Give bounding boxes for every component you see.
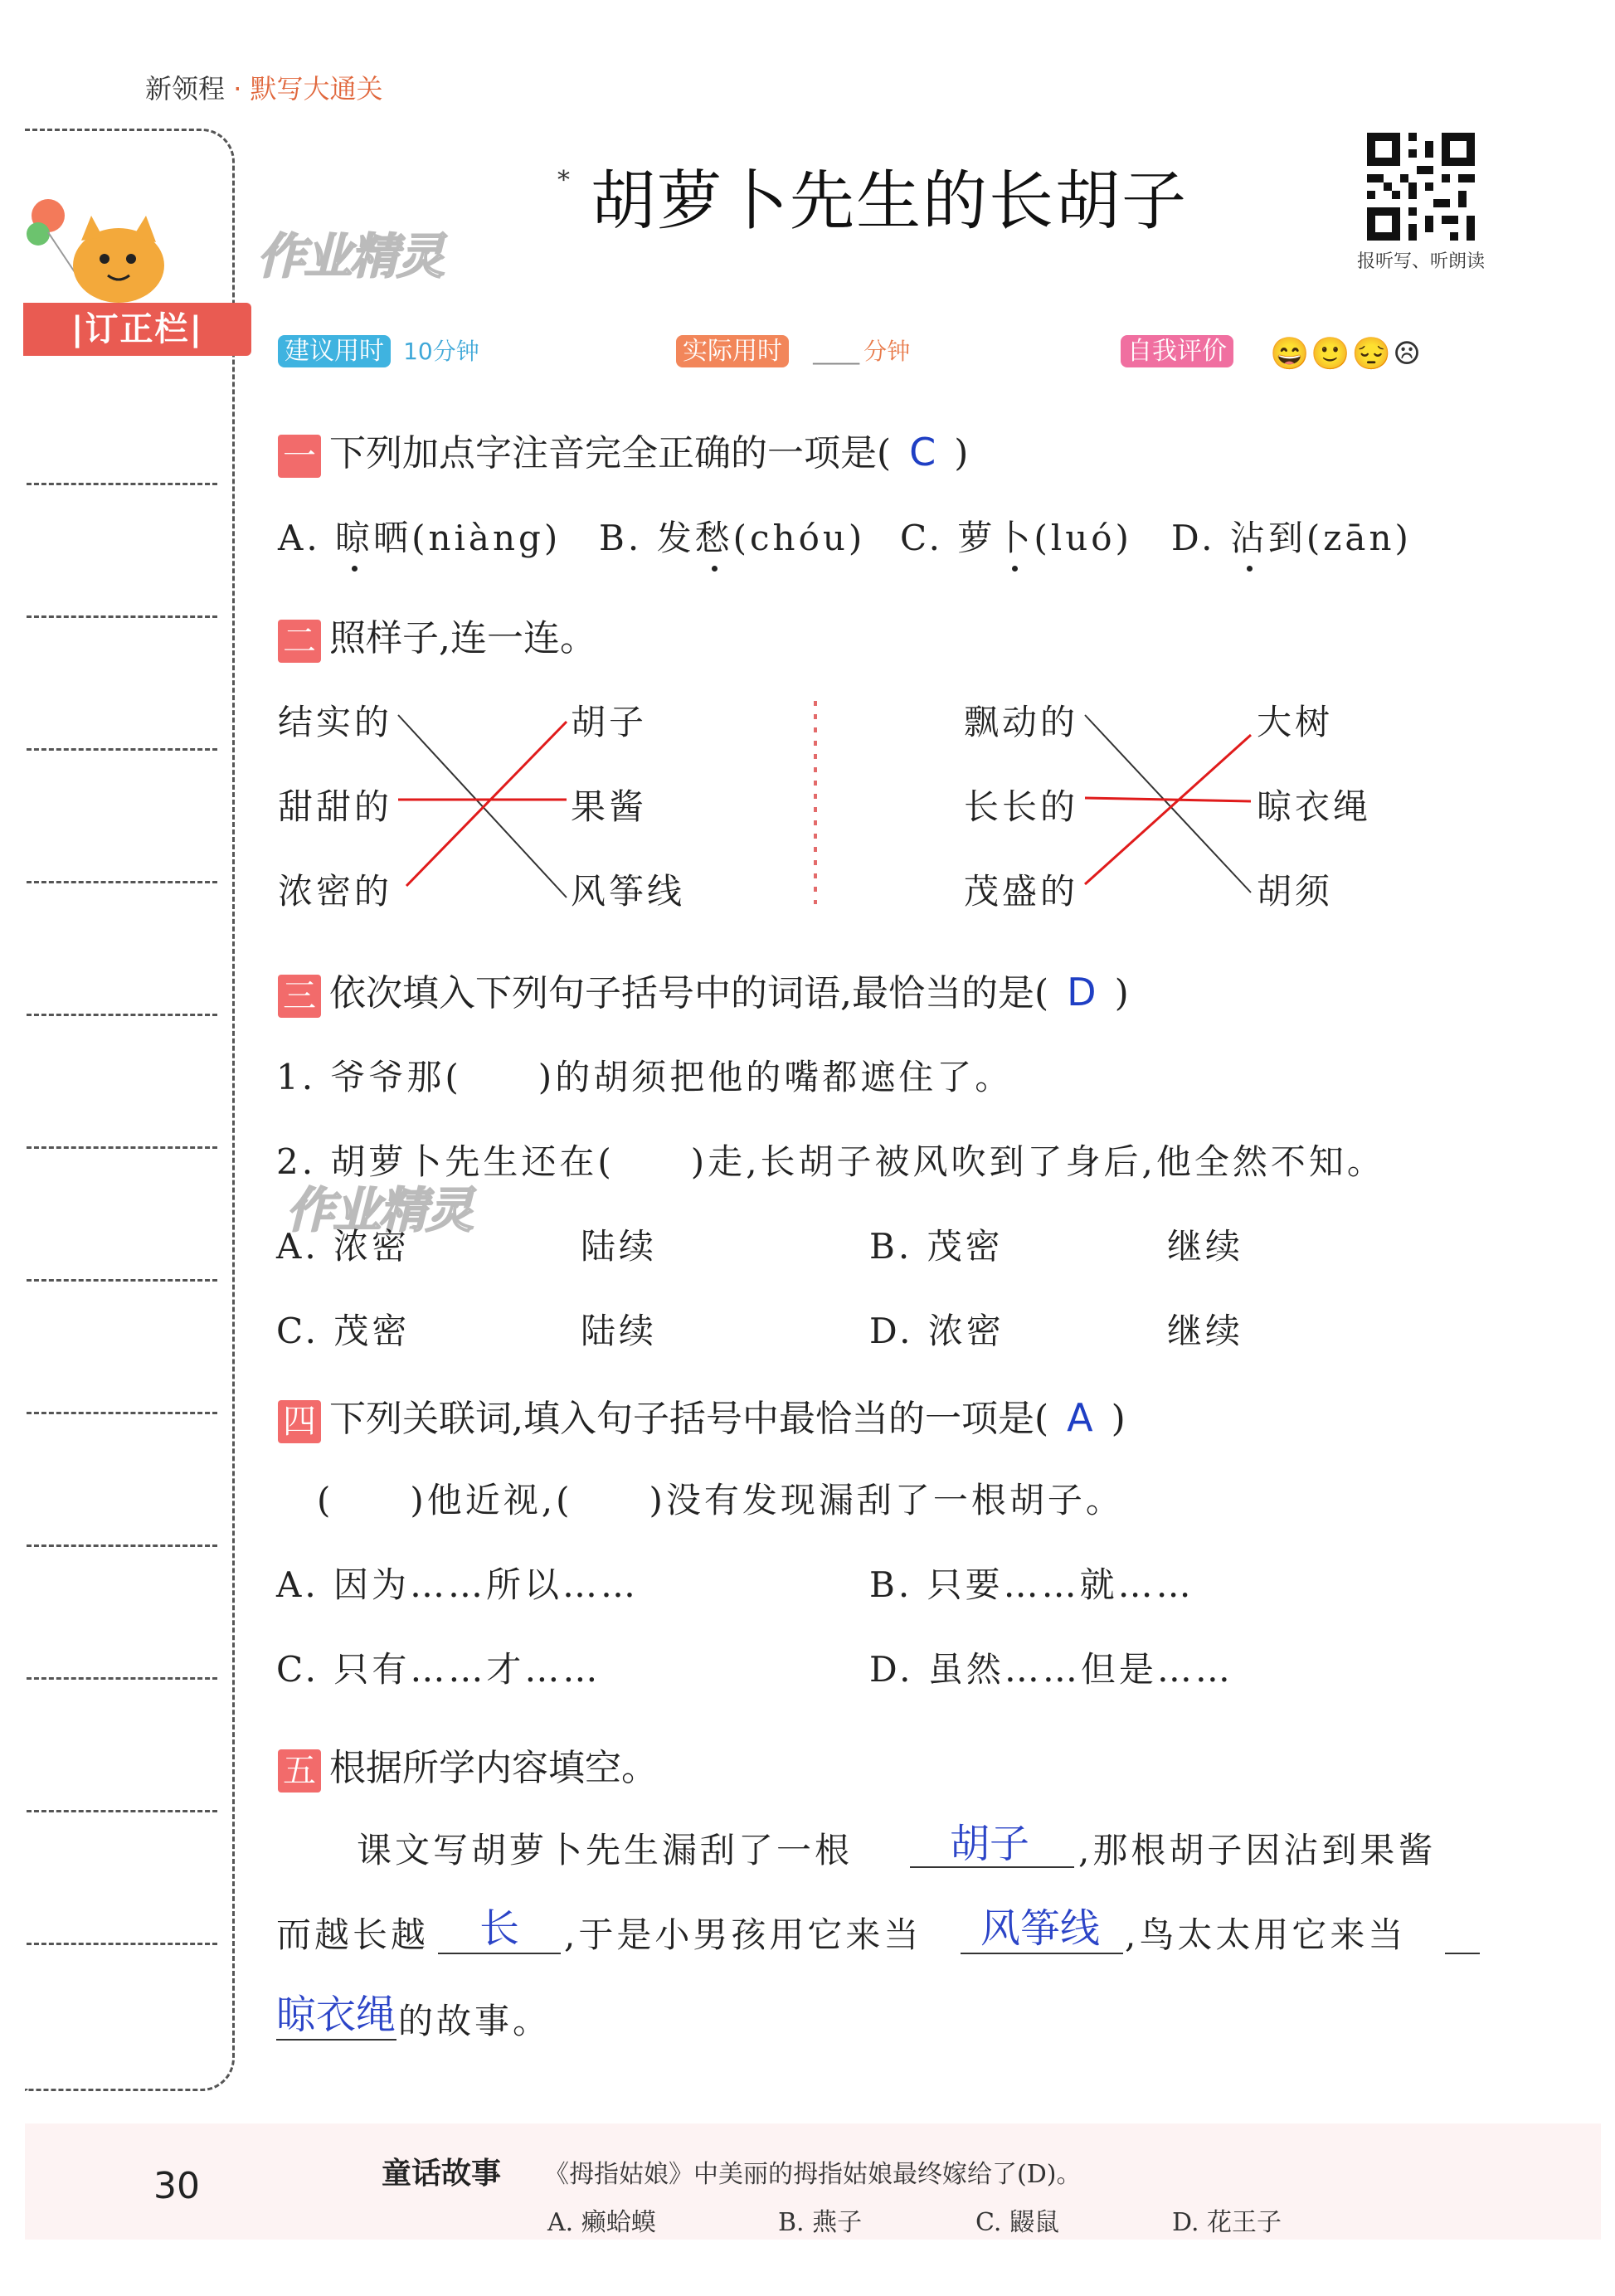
q2-right-b-2: 晾衣绳 <box>1257 786 1372 827</box>
q5-text-1: 课文写胡萝卜先生漏刮了一根 <box>357 1830 854 1870</box>
q2-right-a-3: 风筝线 <box>571 871 686 912</box>
sidebar-divider <box>27 1677 217 1680</box>
q5-text-3: 而越长越 <box>276 1914 430 1955</box>
suggested-time-value: 10分钟 <box>403 338 479 365</box>
q1-option-b: B. 发愁(chóu) <box>599 518 866 558</box>
q3-option-c-2: 陆续 <box>581 1311 658 1351</box>
watermark-top: 作业精灵 <box>257 228 444 285</box>
footer-question: 《拇指姑娘》中美丽的拇指姑娘最终嫁给了(D)。 <box>544 2160 1082 2189</box>
q3-option-d-1: D. 浓密 <box>869 1311 1005 1351</box>
q5-blank-4-start <box>1445 1953 1480 1954</box>
q5-text-2: ,那根胡子因沾到果酱 <box>1078 1830 1437 1870</box>
q4-answer: A <box>1067 1395 1093 1440</box>
q5-stem: 五 根据所学内容填空。 <box>278 1738 658 1793</box>
series-brand: 新领程 · 默写大通关 <box>145 73 383 105</box>
q2-right-a-2: 果酱 <box>571 786 648 827</box>
q4-option-c: C. 只有……才…… <box>276 1649 601 1690</box>
q1-number: 一 <box>278 435 321 478</box>
q1-option-c: C. 萝卜(luó) <box>900 518 1132 558</box>
q2-left-b-3: 茂盛的 <box>964 871 1079 912</box>
q3-option-d-2: 继续 <box>1167 1311 1244 1351</box>
q3-option-c-1: C. 茂密 <box>276 1311 411 1351</box>
q1-option-d: D. 沾到(zān) <box>1171 518 1412 558</box>
footer-category: 童话故事 <box>382 2157 502 2191</box>
page-number: 30 <box>153 2165 200 2207</box>
footer-option-d: D. 花王子 <box>1172 2208 1282 2237</box>
actual-time-unit: 分钟 <box>863 338 911 365</box>
answer-link-line <box>1085 798 1251 801</box>
sidebar-divider <box>27 1412 217 1414</box>
actual-time-blank[interactable]: ____ <box>813 338 860 365</box>
q3-option-b-1: B. 茂密 <box>869 1226 1004 1267</box>
q2-matching-lines <box>0 0 1615 995</box>
q3-number: 三 <box>278 975 321 1018</box>
q5-text-6: 的故事。 <box>398 2001 552 2041</box>
q2-left-a-3: 浓密的 <box>278 871 393 912</box>
q3-sentence-1: 1. 爷爷那( )的胡须把他的嘴都遮住了。 <box>276 1057 1014 1097</box>
title-marker: * <box>557 166 570 195</box>
self-eval-label: 自我评价 <box>1121 335 1233 367</box>
lesson-title: 胡萝卜先生的长胡子 <box>591 164 1189 239</box>
sidebar-divider <box>27 1943 217 1945</box>
q4-option-b: B. 只要……就…… <box>869 1564 1194 1605</box>
self-eval-faces[interactable]: 😄🙂😔☹ <box>1270 335 1423 372</box>
q2-right-b-3: 胡须 <box>1257 871 1334 912</box>
q2-left-b-2: 长长的 <box>964 786 1079 827</box>
correction-tab-label: |订正栏| <box>23 303 251 356</box>
answer-link-line <box>1085 735 1251 884</box>
q3-option-a-2: 陆续 <box>581 1226 658 1267</box>
q2-left-a-2: 甜甜的 <box>278 786 393 827</box>
q1-answer: C <box>909 430 936 474</box>
sidebar-divider <box>27 1279 217 1282</box>
q3-stem: 三 依次填入下列句子括号中的词语,最恰当的是( D ) <box>278 963 1129 1018</box>
suggested-time-label: 建议用时 <box>278 335 391 367</box>
q5-text-5: ,鸟太太用它来当 <box>1125 1914 1407 1955</box>
footer-option-b: B. 燕子 <box>778 2208 863 2237</box>
q2-number: 二 <box>278 620 321 663</box>
watermark-middle: 作业精灵 <box>286 1182 473 1238</box>
q5-answer-2: 长 <box>479 1905 520 1952</box>
q3-sentence-2: 2. 胡萝卜先生还在( )走,长胡子被风吹到了身后,他全然不知。 <box>276 1141 1385 1182</box>
q2-left-b-1: 飘动的 <box>964 702 1079 742</box>
q2-left-a-1: 结实的 <box>278 702 393 742</box>
q2-stem: 二 照样子,连一连。 <box>278 608 596 663</box>
footer-option-a: A. 癞蛤蟆 <box>547 2208 656 2237</box>
q2-right-a-1: 胡子 <box>571 702 648 742</box>
q5-text-4: ,于是小男孩用它来当 <box>564 1914 922 1955</box>
answer-link-line <box>406 722 567 886</box>
q5-answer-3: 风筝线 <box>980 1905 1101 1952</box>
q3-option-b-2: 继续 <box>1167 1226 1244 1267</box>
sidebar-divider <box>27 1544 217 1547</box>
q5-answer-4: 晾衣绳 <box>276 1992 396 2038</box>
q4-option-d: D. 虽然……但是…… <box>869 1649 1233 1690</box>
sidebar-divider <box>27 1810 217 1812</box>
sidebar-divider <box>27 1146 217 1149</box>
q4-stem: 四 下列关联词,填入句子括号中最恰当的一项是( A ) <box>278 1389 1126 1443</box>
actual-time-label: 实际用时 <box>676 335 789 367</box>
q3-option-a-1: A. 浓密 <box>276 1226 411 1267</box>
footer-option-c: C. 鼹鼠 <box>975 2208 1059 2237</box>
q4-sentence: ( )他近视,( )没有发现漏刮了一根胡子。 <box>317 1480 1124 1520</box>
q3-answer: D <box>1067 970 1097 1014</box>
q4-number: 四 <box>278 1400 321 1443</box>
q2-right-b-1: 大树 <box>1257 702 1334 742</box>
answer-link-line <box>1085 715 1251 893</box>
q5-answer-1: 胡子 <box>950 1821 1030 1867</box>
q1-stem: 一 下列加点字注音完全正确的一项是( C ) <box>278 423 968 478</box>
sidebar-divider <box>27 1014 217 1016</box>
q5-number: 五 <box>278 1749 321 1793</box>
q1-option-a: A. 晾晒(niàng) <box>278 518 562 558</box>
q4-option-a: A. 因为……所以…… <box>276 1564 640 1605</box>
qr-caption: 报听写、听朗读 <box>1357 251 1486 272</box>
